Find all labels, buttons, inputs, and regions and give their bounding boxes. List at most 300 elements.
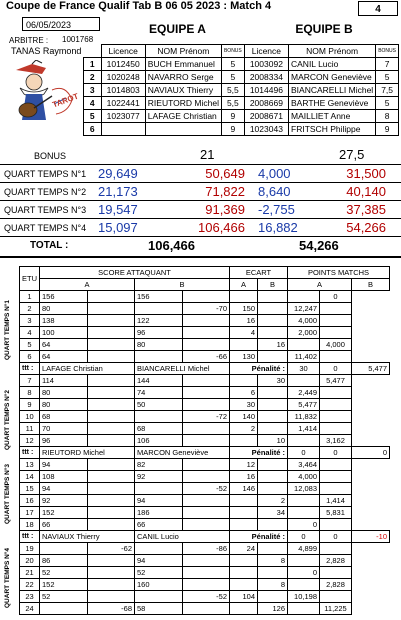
points-a-zero: 5,477 <box>320 375 352 387</box>
player-name-b: MARCON Geneviève <box>289 71 376 84</box>
score-b-neg <box>183 459 230 471</box>
score-b-pos <box>135 543 183 555</box>
score-grid <box>19 266 390 615</box>
points-a-zero <box>320 387 352 399</box>
player-name-b: FRITSCH Philippe <box>289 123 376 136</box>
penalty-value: 0 <box>288 531 320 543</box>
score-a-pos: 92 <box>40 495 88 507</box>
score-b-neg <box>183 495 230 507</box>
licence-a: 1014803 <box>101 84 145 97</box>
quarter-cumul-a: 71,822 <box>205 184 245 199</box>
grid-row <box>20 555 390 567</box>
quarter-score-b: 8,640 <box>258 184 291 199</box>
ecart-a-header: A <box>230 279 258 291</box>
points-a <box>288 603 320 615</box>
score-b-neg <box>183 327 230 339</box>
ecart-b <box>258 411 288 423</box>
grid-row <box>20 567 390 579</box>
points-a-zero: 1,414 <box>320 495 352 507</box>
row-number: 20 <box>20 555 40 567</box>
score-b-neg: -70 <box>183 303 230 315</box>
score-a-pos: 152 <box>40 507 88 519</box>
ecart-b: 10 <box>258 435 288 447</box>
row-number: 23 <box>20 591 40 603</box>
score-a-pos: 94 <box>40 483 88 495</box>
penalty-row <box>20 363 390 375</box>
bonus-b: 7,5 <box>376 84 399 97</box>
points-a: 2,000 <box>288 327 320 339</box>
points-a: 4,000 <box>288 315 320 327</box>
grid-row <box>20 543 390 555</box>
grid-row <box>20 303 390 315</box>
points-a: 2,449 <box>288 387 320 399</box>
quarter-row <box>0 182 401 201</box>
row-number: 16 <box>20 495 40 507</box>
ecart-b <box>258 327 288 339</box>
score-b-pos: 92 <box>135 471 183 483</box>
points-a-zero <box>320 399 352 411</box>
points-a: 1,414 <box>288 423 320 435</box>
points-a: 11,402 <box>288 351 320 363</box>
roster-row <box>84 97 399 110</box>
row-number: 24 <box>20 603 40 615</box>
licence-a: 1012450 <box>101 58 145 71</box>
row-number: 1 <box>20 291 40 303</box>
grid-row <box>20 315 390 327</box>
ecart-a: 4 <box>230 327 258 339</box>
quarter-score-b: 4,000 <box>258 166 291 181</box>
grid-row <box>20 351 390 363</box>
ecart-a: 146 <box>230 483 258 495</box>
bonus-a: 5,5 <box>221 97 244 110</box>
total-row <box>0 236 401 258</box>
score-b-neg <box>183 399 230 411</box>
score-a-neg <box>88 315 135 327</box>
roster-row <box>84 58 399 71</box>
quarter-cumul-b: 37,385 <box>346 202 386 217</box>
points-header: POINTS MATCHS <box>288 267 390 279</box>
score-b-neg <box>183 291 230 303</box>
grid-row <box>20 507 390 519</box>
roster-row <box>84 71 399 84</box>
player-name-b: MAILLIET Anne <box>289 110 376 123</box>
ecart-b: 30 <box>258 375 288 387</box>
quarter-score-b: -2,755 <box>258 202 295 217</box>
row-number: 4 <box>20 327 40 339</box>
penalty-player-a: LAFAGE Christian <box>40 363 135 375</box>
score-a-header: A <box>40 279 135 291</box>
score-b-pos: 144 <box>135 375 183 387</box>
referee-label: ARBITRE : <box>9 36 49 45</box>
points-a-zero <box>320 519 352 531</box>
ecart-a <box>230 495 258 507</box>
score-b-neg <box>183 315 230 327</box>
penalty-label: Pénalité : <box>230 531 288 543</box>
player-name-a: LAFAGE Christian <box>145 110 221 123</box>
player-name-b: BARTHE Geneviève <box>289 97 376 110</box>
penalty-player-a: RIEUTORD Michel <box>40 447 135 459</box>
ecart-b <box>258 543 288 555</box>
player-name-b: BIANCARELLI Michel <box>289 84 376 97</box>
score-a-neg <box>88 387 135 399</box>
score-a-neg <box>88 471 135 483</box>
grid-row <box>20 339 390 351</box>
row-number: 14 <box>20 471 40 483</box>
points-a-zero <box>320 351 352 363</box>
quarter-cumul-b: 54,266 <box>346 220 386 235</box>
row-number: 7 <box>20 375 40 387</box>
quarter-label: QUART TEMPS N°4 <box>4 223 87 233</box>
match-number: 4 <box>358 1 398 16</box>
quarter-label: QUART TEMPS N°2 <box>4 187 87 197</box>
team-a-header: EQUIPE A <box>149 22 206 36</box>
score-a-neg <box>88 555 135 567</box>
ecart-b: 8 <box>258 579 288 591</box>
score-a-neg <box>88 591 135 603</box>
points-a: 0 <box>288 567 320 579</box>
ecart-a: 30 <box>230 399 258 411</box>
licence-b: 1003092 <box>244 58 288 71</box>
licence-a <box>101 123 145 136</box>
quarter-score-a: 29,649 <box>98 166 138 181</box>
score-a-neg <box>88 459 135 471</box>
points-a-zero <box>320 567 352 579</box>
score-a-pos: 64 <box>40 351 88 363</box>
ecart-b: 34 <box>258 507 288 519</box>
quarter-side-label: QUART TEMPS N°3 <box>4 463 11 525</box>
total-label: TOTAL : <box>30 240 69 251</box>
bonus-b: 5 <box>376 97 399 110</box>
score-a-pos: 108 <box>40 471 88 483</box>
score-b-pos: 94 <box>135 555 183 567</box>
ecart-a <box>230 579 258 591</box>
points-a: 4,000 <box>288 471 320 483</box>
quarter-side-label: QUART TEMPS N°1 <box>4 299 11 361</box>
ecart-a: 140 <box>230 411 258 423</box>
score-a-pos: 138 <box>40 315 88 327</box>
score-a-pos: 80 <box>40 387 88 399</box>
score-b-neg: -52 <box>183 591 230 603</box>
ecart-a <box>230 435 258 447</box>
roster-header-row <box>84 45 399 58</box>
score-b-pos: 80 <box>135 339 183 351</box>
quarter-row <box>0 218 401 237</box>
score-b-pos: 68 <box>135 423 183 435</box>
quarter-label: QUART TEMPS N°3 <box>4 205 87 215</box>
ecart-b <box>258 459 288 471</box>
score-a-neg <box>88 519 135 531</box>
score-a-neg <box>88 291 135 303</box>
ecart-a: 130 <box>230 351 258 363</box>
referee-name: TANAS Raymond <box>11 46 82 56</box>
score-a-neg: -62 <box>88 543 135 555</box>
grid-row <box>20 375 390 387</box>
ecart-a: 104 <box>230 591 258 603</box>
score-a-neg <box>88 339 135 351</box>
penalty-player-b: MARCON Geneviève <box>135 447 230 459</box>
player-number: 2 <box>84 71 102 84</box>
ecart-a <box>230 291 258 303</box>
grid-subheader-row <box>20 279 390 291</box>
penalty-points-a: 0 <box>320 447 352 459</box>
grid-row <box>20 471 390 483</box>
quarter-score-a: 15,097 <box>98 220 138 235</box>
score-b-pos <box>135 483 183 495</box>
quarter-cumul-a: 91,369 <box>205 202 245 217</box>
ecart-a <box>230 567 258 579</box>
score-a-neg <box>88 375 135 387</box>
bonus-header-a: BONUS <box>221 45 244 58</box>
ecart-header: ECART <box>230 267 288 279</box>
ecart-a: 150 <box>230 303 258 315</box>
score-a-pos: 152 <box>40 579 88 591</box>
score-b-neg <box>183 603 230 615</box>
score-b-neg <box>183 471 230 483</box>
score-a-neg <box>88 327 135 339</box>
score-b-neg <box>183 555 230 567</box>
score-b-pos <box>135 591 183 603</box>
ecart-a <box>230 519 258 531</box>
grid-row <box>20 291 390 303</box>
points-a: 12,083 <box>288 483 320 495</box>
points-a-zero: 2,828 <box>320 555 352 567</box>
ecart-b: 16 <box>258 339 288 351</box>
points-a: 12,247 <box>288 303 320 315</box>
ecart-b: 8 <box>258 555 288 567</box>
points-a <box>288 507 320 519</box>
bonus-a: 5 <box>221 58 244 71</box>
quarter-score-a: 21,173 <box>98 184 138 199</box>
bonus-a: 5,5 <box>221 84 244 97</box>
row-number: 15 <box>20 483 40 495</box>
ecart-a: 12 <box>230 459 258 471</box>
points-a-zero <box>320 315 352 327</box>
ecart-a: 16 <box>230 471 258 483</box>
ecart-a <box>230 375 258 387</box>
row-number: 12 <box>20 435 40 447</box>
row-number: 11 <box>20 423 40 435</box>
score-a-pos: 114 <box>40 375 88 387</box>
bonus-a: 5 <box>221 71 244 84</box>
penalty-value: 30 <box>288 363 320 375</box>
score-b-pos: 74 <box>135 387 183 399</box>
points-a-zero <box>320 591 352 603</box>
row-number: 10 <box>20 411 40 423</box>
score-a-pos: 80 <box>40 399 88 411</box>
ecart-b <box>258 519 288 531</box>
grid-row <box>20 519 390 531</box>
ecart-a: 16 <box>230 315 258 327</box>
score-a-pos: 94 <box>40 459 88 471</box>
row-number: 5 <box>20 339 40 351</box>
score-b-header: B <box>135 279 230 291</box>
score-b-pos: 58 <box>135 603 183 615</box>
bonus-team-a: 21 <box>200 147 215 162</box>
row-number: 21 <box>20 567 40 579</box>
row-number: 9 <box>20 399 40 411</box>
penalty-row <box>20 531 390 543</box>
row-number: 8 <box>20 387 40 399</box>
quarter-label: QUART TEMPS N°1 <box>4 169 87 179</box>
player-name-a: NAVIAUX Thierry <box>145 84 221 97</box>
total-team-a: 106,466 <box>148 238 195 253</box>
grid-row <box>20 591 390 603</box>
ecart-b <box>258 567 288 579</box>
quarter-score-b: 16,882 <box>258 220 298 235</box>
points-a <box>288 375 320 387</box>
score-b-neg <box>183 507 230 519</box>
score-b-pos: 122 <box>135 315 183 327</box>
points-a-zero <box>320 471 352 483</box>
roster-row <box>84 110 399 123</box>
score-a-neg: -68 <box>88 603 135 615</box>
points-a: 11,832 <box>288 411 320 423</box>
ecart-b <box>258 483 288 495</box>
points-a-zero: 2,828 <box>320 579 352 591</box>
score-a-neg <box>88 579 135 591</box>
quarter-cumul-a: 50,649 <box>205 166 245 181</box>
match-date: 06/05/2023 <box>22 17 100 31</box>
ecart-a <box>230 507 258 519</box>
points-a-zero: 3,162 <box>320 435 352 447</box>
score-header: SCORE ATTAQUANT <box>40 267 230 279</box>
score-b-neg <box>183 339 230 351</box>
ecart-b: 126 <box>258 603 288 615</box>
score-a-neg <box>88 495 135 507</box>
score-b-pos <box>135 351 183 363</box>
score-b-pos: 52 <box>135 567 183 579</box>
row-number: 18 <box>20 519 40 531</box>
row-number: 17 <box>20 507 40 519</box>
score-a-neg <box>88 567 135 579</box>
quarter-cumul-a: 106,466 <box>198 220 245 235</box>
grid-row <box>20 387 390 399</box>
points-a-zero <box>320 459 352 471</box>
ecart-b <box>258 351 288 363</box>
score-a-pos: 80 <box>40 303 88 315</box>
roster-table <box>83 44 399 136</box>
referee-id: 1001768 <box>62 35 94 44</box>
grid-row <box>20 423 390 435</box>
bonus-label: BONUS <box>34 151 67 161</box>
player-number: 1 <box>84 58 102 71</box>
score-a-pos: 66 <box>40 519 88 531</box>
ecart-b <box>258 471 288 483</box>
ecart-b: 2 <box>258 495 288 507</box>
score-b-pos: 156 <box>135 291 183 303</box>
ttt-label: ttt : <box>20 447 40 459</box>
score-b-neg <box>183 567 230 579</box>
logo-text: TAROT <box>51 91 80 110</box>
team-b-header: EQUIPE B <box>295 22 353 36</box>
points-a <box>288 435 320 447</box>
score-a-pos: 68 <box>40 411 88 423</box>
etu-header: ETU <box>20 267 40 291</box>
score-a-pos: 96 <box>40 435 88 447</box>
score-a-neg <box>88 303 135 315</box>
ecart-a: 24 <box>230 543 258 555</box>
name-header-b: NOM Prénom <box>289 45 376 58</box>
points-a-zero <box>320 543 352 555</box>
points-a-zero <box>320 423 352 435</box>
score-b-pos: 50 <box>135 399 183 411</box>
penalty-row <box>20 447 390 459</box>
points-a <box>288 291 320 303</box>
score-a-pos: 52 <box>40 591 88 603</box>
score-b-neg <box>183 423 230 435</box>
score-b-pos: 186 <box>135 507 183 519</box>
penalty-value: 0 <box>288 447 320 459</box>
player-name-a: RIEUTORD Michel <box>145 97 221 110</box>
ecart-b <box>258 303 288 315</box>
score-b-pos: 94 <box>135 495 183 507</box>
ecart-b <box>258 315 288 327</box>
score-a-pos: 52 <box>40 567 88 579</box>
score-b-pos: 160 <box>135 579 183 591</box>
row-number: 2 <box>20 303 40 315</box>
quarter-row <box>0 200 401 219</box>
roster-row <box>84 84 399 97</box>
grid-row <box>20 483 390 495</box>
points-a-zero <box>320 327 352 339</box>
penalty-points-a: 0 <box>320 363 352 375</box>
player-number: 5 <box>84 110 102 123</box>
score-a-neg <box>88 435 135 447</box>
penalty-points-a: 0 <box>320 531 352 543</box>
ecart-a: 2 <box>230 423 258 435</box>
points-a-zero <box>320 483 352 495</box>
grid-row <box>20 495 390 507</box>
licence-b: 2008671 <box>244 110 288 123</box>
quarter-side-label: QUART TEMPS N°4 <box>4 547 11 609</box>
score-a-neg <box>88 507 135 519</box>
points-a: 10,198 <box>288 591 320 603</box>
score-a-pos <box>40 603 88 615</box>
licence-b: 2008669 <box>244 97 288 110</box>
bonus-team-b: 27,5 <box>339 147 365 162</box>
points-a: 5,477 <box>288 399 320 411</box>
grid-row <box>20 603 390 615</box>
ecart-b <box>258 291 288 303</box>
bonus-a: 9 <box>221 110 244 123</box>
row-number: 3 <box>20 315 40 327</box>
score-a-neg <box>88 399 135 411</box>
player-name-a <box>145 123 221 136</box>
points-a: 3,464 <box>288 459 320 471</box>
points-a <box>288 339 320 351</box>
points-a: 4,899 <box>288 543 320 555</box>
player-number: 6 <box>84 123 102 136</box>
player-name-a: BUCH Emmanuel <box>145 58 221 71</box>
score-b-neg: -66 <box>183 351 230 363</box>
points-a <box>288 555 320 567</box>
ecart-a <box>230 339 258 351</box>
ecart-b <box>258 387 288 399</box>
bonus-b: 7 <box>376 58 399 71</box>
player-number: 4 <box>84 97 102 110</box>
points-a-zero: 11,225 <box>320 603 352 615</box>
ecart-b-header: B <box>258 279 288 291</box>
player-number: 3 <box>84 84 102 97</box>
grid-row <box>20 411 390 423</box>
grid-row <box>20 399 390 411</box>
quarter-row <box>0 164 401 183</box>
bonus-header-b: BONUS <box>376 45 399 58</box>
penalty-points-b: 0 <box>352 447 390 459</box>
score-b-neg <box>183 435 230 447</box>
score-a-pos: 156 <box>40 291 88 303</box>
licence-a: 1020248 <box>101 71 145 84</box>
